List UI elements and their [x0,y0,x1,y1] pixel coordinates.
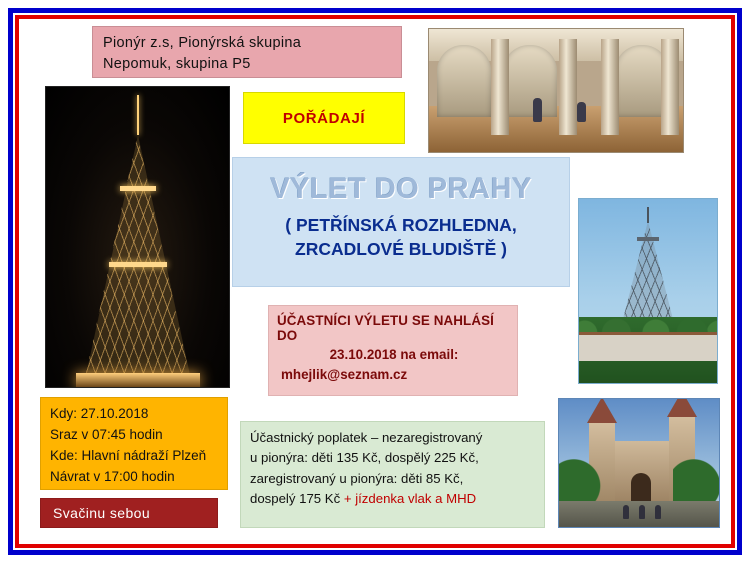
contact-box [268,305,518,396]
maze-column-4 [661,39,679,135]
snack-note-box [40,498,218,528]
maze-column-2 [559,39,577,135]
schedule-place: Kde: Hlavní nádraží Plzeň [50,447,207,463]
maze-visitor-1 [533,98,542,122]
maze-column-3 [601,39,619,135]
title-subtitle-line-1: ( PETŘÍNSKÁ ROZHLEDNA, [285,214,517,235]
contact-email[interactable]: mhejlik@seznam.cz [281,367,408,382]
organizer-line-1: Pionýr z.s, Pionýrská skupina [103,35,302,51]
poradaji-label: POŘÁDAJÍ [282,109,366,127]
castle-roof-left [587,398,617,423]
page-title: VÝLET DO PRAHY [270,173,532,205]
day-base-building [579,332,717,361]
fee-line-1: Účastnický poplatek – nezaregistrovaný [250,430,483,445]
mirror-maze-interior-photo [428,28,684,153]
maze-column-1 [491,39,509,135]
title-subtitle-line-2: ZRCADLOVÉ BLUDIŠTĚ ) [295,238,507,259]
schedule-meeting-time: Sraz v 07:45 hodin [50,426,163,442]
night-tower-upper-deck [120,186,156,191]
night-tower-mast [137,95,139,135]
castle-gate [631,473,651,503]
maze-visitor-2 [577,102,586,122]
fee-line-2: u pionýra: děti 135 Kč, dospělý 225 Kč, [250,450,479,466]
title-box [232,157,570,287]
fee-line-4-amount: dospelý 175 Kč [250,491,344,507]
schedule-date: Kdy: 27.10.2018 [50,406,149,421]
castle-roof-right [667,398,697,417]
night-tower-base [76,373,200,387]
petrin-tower-night-photo [45,86,230,388]
poradaji-box [243,92,405,144]
organizer-box [92,26,402,78]
castle-visitor-3 [655,505,661,519]
maze-arch-mid [503,45,557,117]
fee-line-4 [250,489,539,509]
day-tower-deck [637,237,659,241]
schedule-return-time: Návrat v 17:00 hodin [50,468,175,484]
day-tower-mast [647,207,649,223]
maze-arch-left [437,45,491,117]
fee-line-3: zaregistrovaný u pionýra: děti 85 Kč, [250,470,464,486]
fee-ticket-note: + jízdenka vlak a MHD [343,491,477,507]
snack-note-label: Svačinu sebou [53,505,151,521]
contact-deadline-text: ÚČASTNÍCI VÝLETU SE NAHLÁSÍ DO [277,313,494,343]
organizer-line-2: Nepomuk, skupina P5 [103,56,251,73]
petrin-tower-daylight-photo [578,198,718,384]
mirror-maze-castle-photo [558,398,720,528]
night-tower-lower-deck [109,262,167,267]
castle-visitor-1 [623,505,629,519]
contact-deadline-date: 23.10.2018 na email: [329,347,459,362]
schedule-box [40,397,228,490]
fee-box [240,421,545,528]
castle-visitor-2 [639,505,645,519]
